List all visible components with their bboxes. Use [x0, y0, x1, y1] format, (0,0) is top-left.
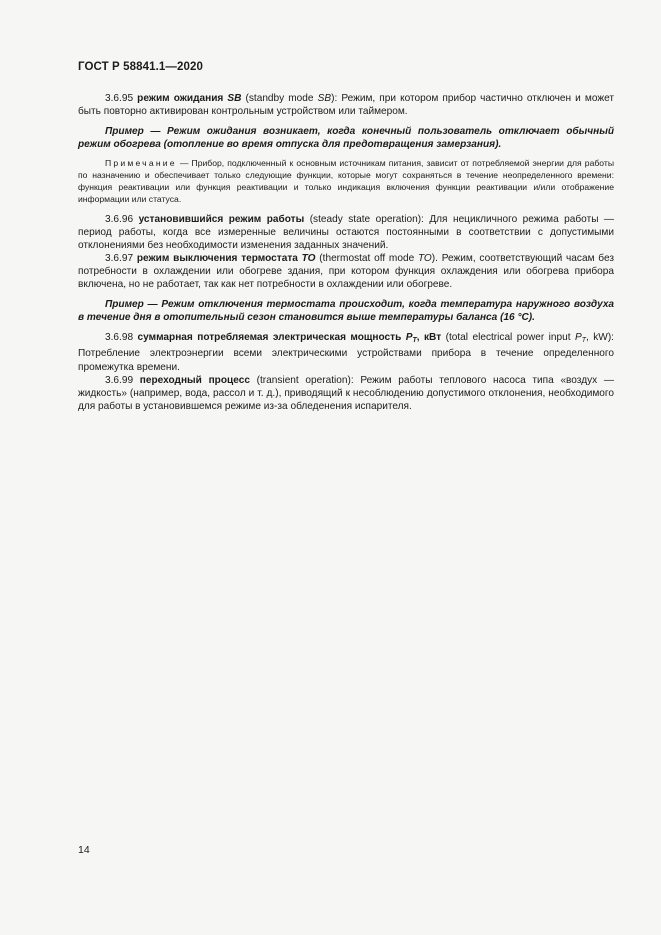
clause-3-6-96	[78, 213, 614, 252]
note-standby	[78, 158, 614, 205]
clause-text: (transient operation): Режим работы теплового насоса типа «воздух — жидкость» (например, вода, рассол и т. д.), приводящий к несоблюдению допустимого отклонения, необходимого для работы в установившемся режиме из-за обледенения испарителя.	[78, 374, 614, 412]
example-standby: Пример — Режим ожидания возникает, когда конечный пользователь отключает обычный режим обогрева (отопление во время отпуска для предотвращения замерзания).	[78, 126, 614, 151]
clause-text: , kW): Потребление электроэнергии всеми электрическими устройствами прибора в течение определенного промежутка времени.	[78, 332, 614, 373]
clause-3-6-95	[78, 92, 614, 118]
term-subscript: T	[412, 337, 417, 345]
clause-text: (steady state operation): Для нецикличного режима работы — период работы, когда все измеренные величины остаются постоянными в соответствии с допустимыми отклонениями без необходимости изменения заданных значений.	[78, 213, 615, 251]
clause-en-abbr: SB	[317, 93, 332, 104]
clause-3-6-98	[78, 331, 614, 373]
clause-text: ): Режим, при котором прибор частично отключен и может быть повторно активирован контрольным устройством или таймером.	[78, 93, 614, 118]
clause-text: ). Режим, соответствующий часам без потребности в охлаждении или обогреве здания, при котором функция охлаждения или обогрева прибора включена, но не работает, так как нет потребности в охлаждении или обогреве.	[78, 252, 614, 291]
document-standard-header: ГОСТ Р 58841.1—2020	[78, 61, 203, 73]
clause-number: 3.6.98	[105, 332, 134, 344]
term-abbr: TO	[301, 252, 316, 264]
note-text: — Прибор, подключенный к основным источникам питания, зависит от потребляемой энергии для работы по назначению и обеспечивает только следующие функции, которые могут сохраняться в течение неопределенного времени: функция реактивации или функция реактивации и только индикация включения функции реактивации и/или отображение информации или статуса.	[78, 158, 614, 204]
clause-en-open: (standby mode	[241, 93, 318, 104]
clause-en-abbr: TO	[417, 252, 432, 264]
clause-en-open: (total electrical power input $P_T$	[441, 332, 586, 345]
document-body	[78, 92, 614, 413]
term-abbr: SB	[227, 93, 242, 104]
clause-3-6-97	[78, 252, 614, 291]
clause-3-6-99	[78, 374, 614, 413]
clause-number: 3.6.96	[105, 213, 134, 225]
example-thermostat-off: Пример — Режим отключения термостата происходит, когда температура наружного воздуха в течение дня в отопительный сезон становится выше температуры баланса (16 °С).	[78, 299, 614, 324]
clause-number: 3.6.97	[105, 252, 134, 264]
clause-term: режим выключения термостата TO	[136, 252, 316, 264]
clause-term: режим ожидания SB	[137, 93, 242, 104]
clause-en-open: (thermostat off mode	[315, 252, 418, 264]
clause-term: переходный процесс	[139, 374, 250, 386]
page-number: 14	[78, 844, 90, 856]
term-unit: , кВт	[416, 332, 442, 344]
clause-number: 3.6.95	[105, 93, 134, 104]
clause-term: суммарная потребляемая электрическая мощность $P_T$, кВт	[137, 332, 442, 345]
clause-number: 3.6.99	[105, 374, 134, 386]
clause-term: установившийся режим работы	[138, 213, 305, 225]
note-label: Примечание	[105, 158, 177, 169]
